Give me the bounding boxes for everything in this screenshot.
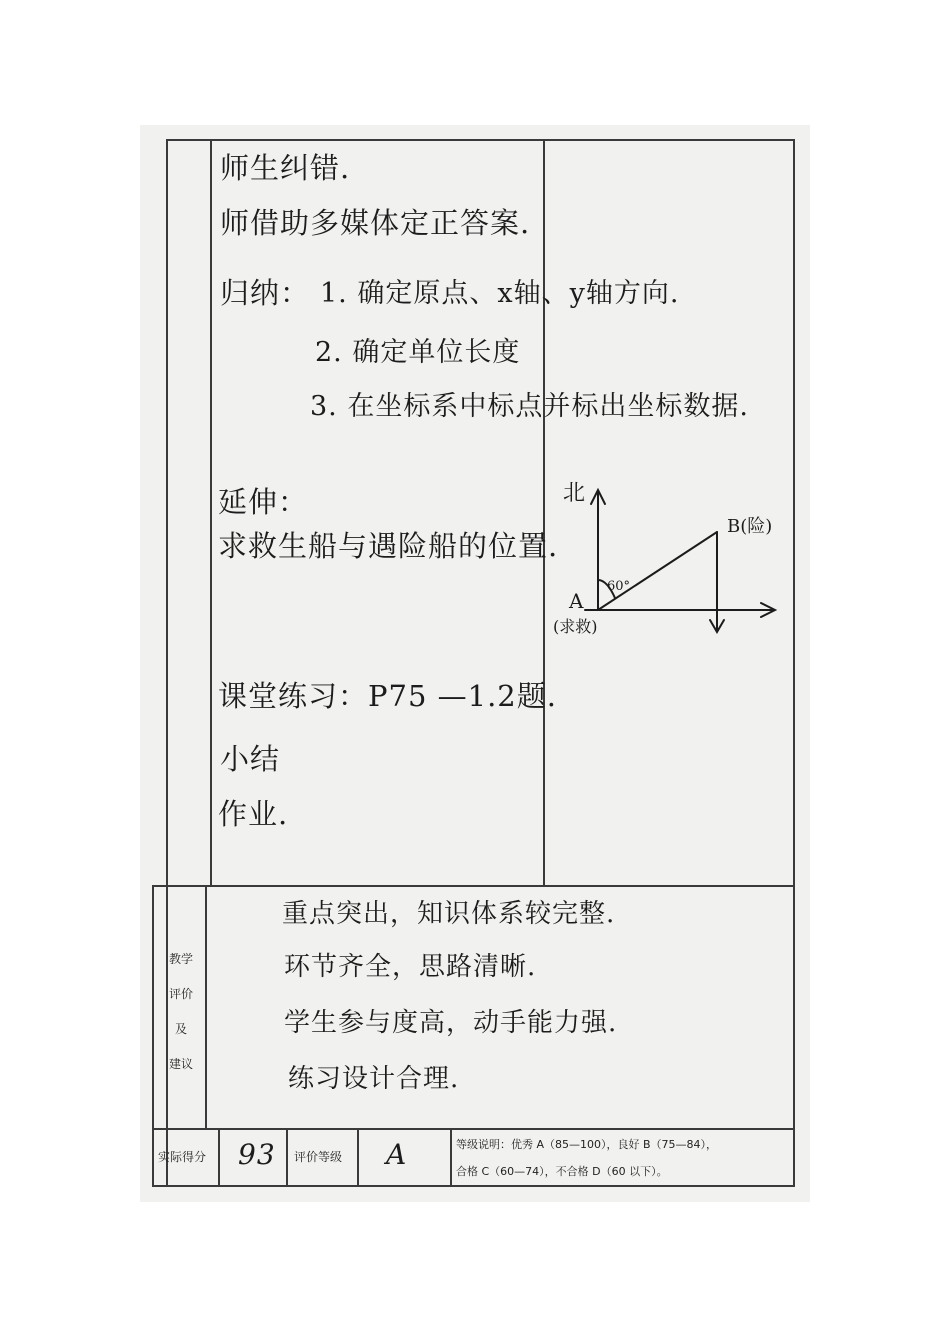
evaluation-label-line-1: 教学 [168,952,193,966]
score-label: 实际得分 [158,1150,207,1164]
point-a-label: A [569,589,584,613]
grade-value: A [386,1138,408,1171]
grade-explanation-line-1: 等级说明：优秀 A（85—100），良好 B（75—84）， [456,1138,718,1151]
extension-text: 求救生船与遇险船的位置. [218,529,559,563]
note-line-multimedia: 师借助多媒体定正答案. [220,206,531,240]
evaluation-row-top [152,885,795,887]
score-value: 93 [238,1138,276,1171]
score-row-left [152,885,154,1187]
point-b-label: B(险) [727,516,773,537]
summary-step-2: 2. 确定单位长度 [315,337,521,368]
grade-label: 评价等级 [294,1150,343,1164]
score-cell-divider-1 [218,1128,220,1186]
evaluation-comment-2: 环节齐全，思路清晰. [284,952,537,982]
north-label: 北 [563,481,586,506]
evaluation-label-divider [205,885,207,1130]
evaluation-label [162,950,200,1090]
evaluation-label-line-4: 建议 [168,1057,193,1071]
homework-label: 作业. [218,797,289,831]
summary-step-3: 3. 在坐标系中标点并标出坐标数据. [310,391,749,422]
table-border-right [793,139,795,1186]
evaluation-comment-3: 学生参与度高，动手能力强. [284,1008,618,1038]
note-line-correction: 师生纠错. [220,151,351,185]
conclusion-label: 小结 [220,742,281,776]
table-border-bottom [152,1185,795,1187]
score-cell-divider-3 [357,1128,359,1186]
evaluation-label-line-2: 评价 [168,987,193,1001]
evaluation-comment-4: 练习设计合理. [288,1064,460,1094]
angle-label: 60° [607,579,631,594]
evaluation-label-line-3: 及 [174,1022,187,1036]
score-cell-divider-4 [450,1128,452,1186]
score-cell-divider-2 [286,1128,288,1186]
summary-step-1: 1. 确定原点、x轴、y轴方向. [320,278,680,309]
classroom-practice: 课堂练习：P75 —1.2题. [218,679,557,713]
grade-explanation-line-2: 合格 C（60—74），不合格 D（60 以下）。 [456,1165,668,1178]
evaluation-comment-1: 重点突出，知识体系较完整. [282,899,616,929]
coordinate-diagram [545,470,785,640]
content-column-divider [210,139,212,887]
summary-label: 归纳： [220,276,311,310]
table-border-top [166,139,794,141]
score-row-top [152,1128,795,1130]
extension-label: 延伸： [218,485,309,519]
point-a-note: (求救) [553,617,598,636]
